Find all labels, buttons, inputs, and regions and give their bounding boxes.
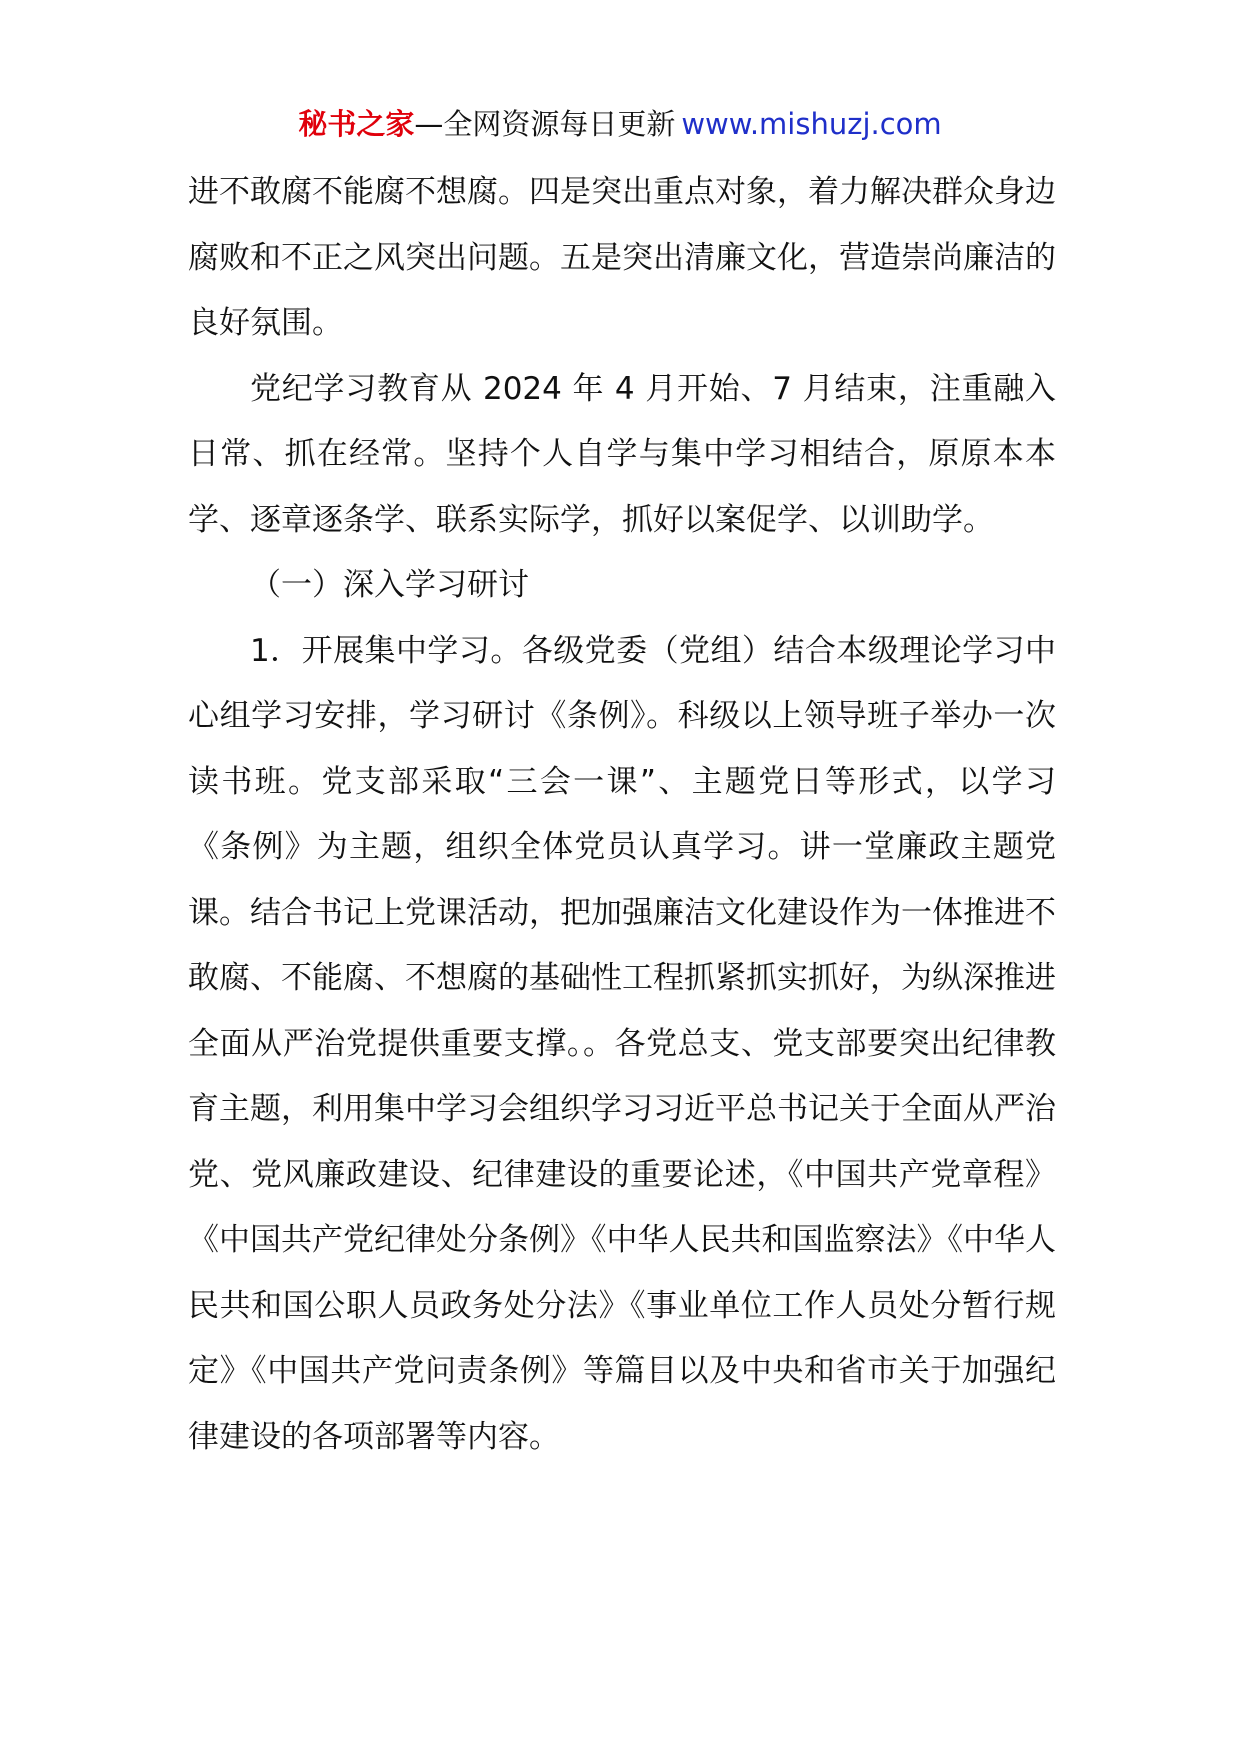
document-body [188, 160, 1056, 1470]
site-url-link[interactable]: www.mishuzj.com [681, 107, 942, 141]
page-header [0, 104, 1240, 144]
paragraph-centralized-study: 1．开展集中学习。各级党委（党组）结合本级理论学习中心组学习安排，学习研讨《条例》。科级以上领导班子举办一次读书班。党支部采取“三会一课”、主题党日等形式，以学习《条例》为主题，组织全体党员认真学习。讲一堂廉政主题党课。结合书记上党课活动，把加强廉洁文化建设作为一体推进不敢腐、不能腐、不想腐的基础性工程抓紧抓实抓好，为纵深推进全面从严治党提供重要支撑。。各党总支、党支部要突出纪律教育主题，利用集中学习会组织学习习近平总书记关于全面从严治党、党风廉政建设、纪律建设的重要论述，《中国共产党章程》《中国共产党纪律处分条例》《中华人民共和国监察法》《中华人民共和国公职人员政务处分法》《事业单位工作人员处分暂行规定》《中国共产党问责条例》等篇目以及中央和省市关于加强纪律建设的各项部署等内容。 [188, 632, 1056, 1455]
paragraph-continuation: 进不敢腐不能腐不想腐。四是突出重点对象，着力解决群众身边腐败和不正之风突出问题。五是突出清廉文化，营造崇尚廉洁的良好氛围。 [188, 174, 1056, 341]
brand-name: 秘书之家 [298, 107, 415, 141]
paragraph-schedule: 党纪学习教育从 2024 年 4 月开始、7 月结束，注重融入日常、抓在经常。坚持个人自学与集中学习相结合，原原本本学、逐章逐条学、联系实际学，抓好以案促学、以训助学。 [188, 370, 1056, 538]
header-tagline: —全网资源每日更新 [414, 107, 676, 141]
section-heading: （一）深入学习研讨 [250, 567, 529, 603]
